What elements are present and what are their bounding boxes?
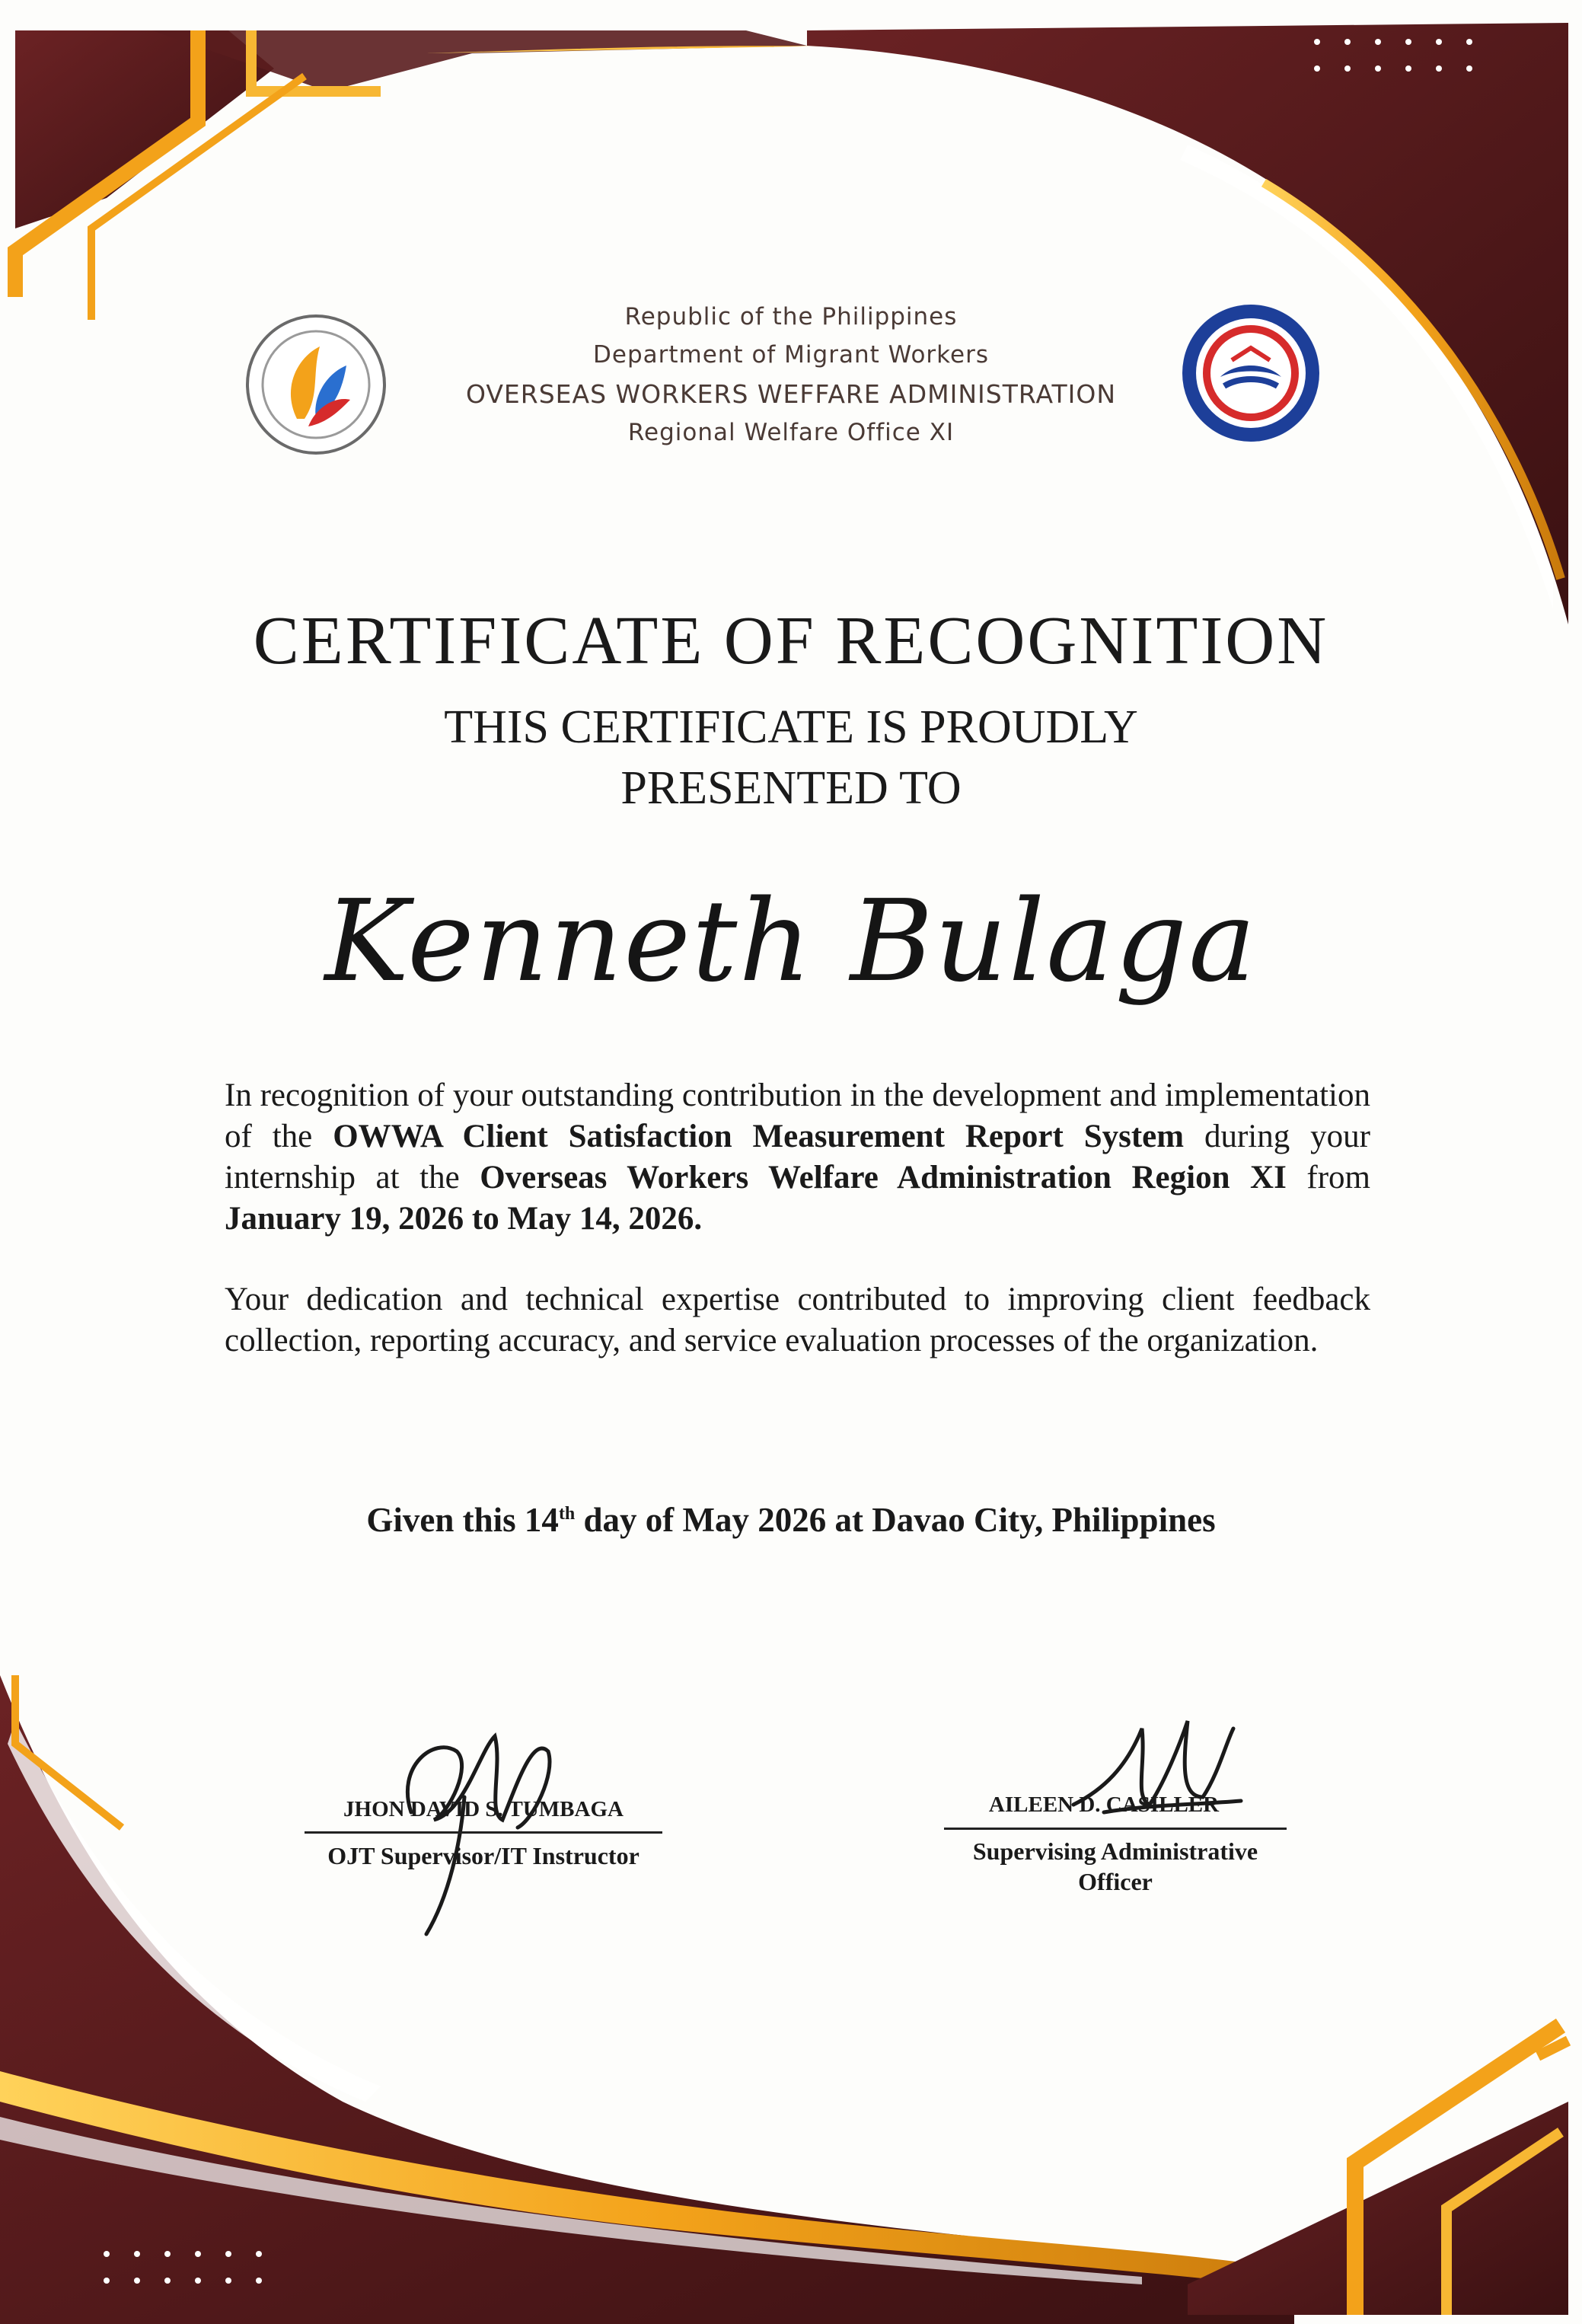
given-suffix: day of May 2026 at Davao City, Philippines	[575, 1501, 1216, 1539]
dedication-paragraph: Your dedication and technical expertise contributed to improving client feedback collection, reporting accuracy, and service evaluation processes of the organization.	[225, 1282, 1370, 1358]
p1-text-a: In recognition of your outstanding contribution in the development and implementation of the	[225, 1077, 1370, 1154]
header-regional-office: Regional Welfare Office XI	[627, 419, 955, 446]
recipient-name: Kenneth Bulaga	[324, 876, 1258, 1007]
certificate-subtitle-line1: THIS CERTIFICATE IS PROUDLY	[444, 701, 1138, 753]
signatory-1-name: JHON DAVID S. TUMBAGA	[343, 1797, 624, 1821]
signatory-1-role: OJT Supervisor/IT Instructor	[327, 1842, 639, 1869]
given-date-line	[0, 1500, 1582, 1540]
certificate-subtitle-line2: PRESENTED TO	[620, 762, 962, 814]
certificate-title: CERTIFICATE OF RECOGNITION	[253, 603, 1329, 678]
signatory-2-role-line1: Supervising Administrative	[972, 1837, 1258, 1865]
p1-text-e: from	[1286, 1160, 1371, 1196]
bottom-right-maroon-shape	[1188, 2102, 1568, 2315]
p1-date-range: January 19, 2026 to May 14, 2026.	[225, 1201, 703, 1237]
p1-text-c: during your internship at the	[225, 1119, 1370, 1196]
recognition-paragraph	[225, 1075, 1370, 1240]
header-republic: Republic of the Philippines	[624, 303, 958, 330]
given-prefix: Given this 14	[366, 1501, 559, 1539]
signatory-2-line	[944, 1828, 1287, 1830]
signatory-2-name: AILEEN D. CASILLER	[988, 1792, 1220, 1817]
header-department: Department of Migrant Workers	[593, 341, 989, 369]
header-agency: OVERSEAS WORKERS WEFFARE ADMINISTRATION	[465, 379, 1117, 409]
p1-agency-name: Overseas Workers Welfare Administration Region XI	[480, 1160, 1287, 1196]
signature-tumbaga	[381, 1706, 579, 1949]
given-ordinal: th	[558, 1504, 576, 1524]
signatory-1-line	[305, 1831, 662, 1834]
p1-system-name: OWWA Client Satisfaction Measurement Report System	[333, 1119, 1185, 1154]
signatory-2-role-line2: Officer	[1078, 1868, 1153, 1895]
